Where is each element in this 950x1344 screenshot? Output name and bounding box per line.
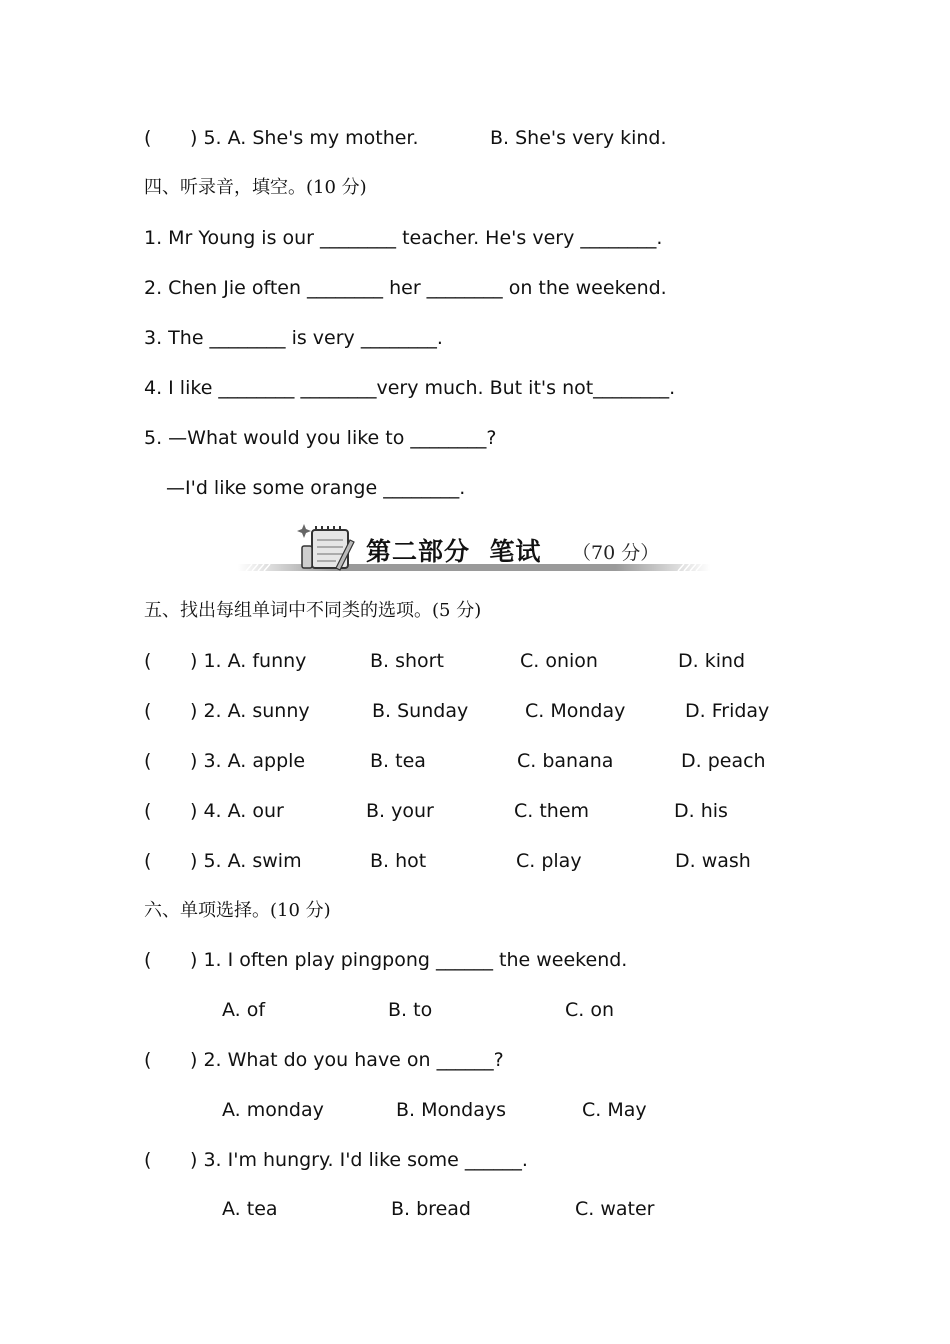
option-a: ) 1. A. funny: [190, 650, 307, 672]
banner-score: （70 分）: [572, 542, 660, 564]
fill-item-2: 2. Chen Jie often ________ her ________ on the weekend.: [144, 277, 667, 299]
paren-open: (: [144, 700, 152, 722]
option-c: C. May: [582, 1099, 647, 1121]
option-b: B. short: [370, 650, 444, 672]
option-a: ) 3. A. apple: [190, 750, 306, 772]
option-a: A. of: [222, 999, 266, 1021]
option-a: ) 4. A. our: [190, 800, 284, 822]
banner-title: 第二部分 笔试: [366, 537, 542, 566]
paren-open: (: [144, 750, 152, 772]
option-d: D. kind: [678, 650, 746, 672]
option-d: D. his: [674, 800, 728, 822]
fill-item-5: 5. —What would you like to ________?: [144, 427, 497, 449]
fill-item-5-answer: —I'd like some orange ________.: [166, 477, 466, 499]
option-c: C. Monday: [525, 700, 626, 722]
option-b: B. Sunday: [372, 700, 469, 722]
option-d: D. Friday: [685, 700, 770, 722]
paren-open: (: [144, 127, 152, 149]
fill-item-4: 4. I like ________ ________very much. But it's not________.: [144, 377, 676, 399]
section-heading-5: 五、找出每组单词中不同类的选项。(5 分): [144, 600, 482, 621]
option-b: B. your: [366, 800, 434, 822]
option-d: D. wash: [675, 850, 751, 872]
paren-open: (: [144, 800, 152, 822]
option-b: B. to: [388, 999, 433, 1021]
option-b: B. tea: [370, 750, 426, 772]
section-heading-6: 六、单项选择。(10 分): [144, 900, 331, 921]
option-c: C. banana: [517, 750, 614, 772]
option-c: C. play: [516, 850, 582, 872]
question-1-stem: ) 1. I often play pingpong ______ the weekend.: [190, 949, 628, 971]
paren-open: (: [144, 949, 152, 971]
option-c: C. them: [514, 800, 590, 822]
paren-open: (: [144, 850, 152, 872]
option-c: C. onion: [520, 650, 598, 672]
paren-open: (: [144, 1049, 152, 1071]
option-d: D. peach: [681, 750, 766, 772]
part-two-banner: [238, 518, 710, 576]
notebook-icon: [296, 518, 358, 572]
paren-open: (: [144, 650, 152, 672]
option-b: B. Mondays: [396, 1099, 507, 1121]
paren-open: (: [144, 1149, 152, 1171]
question-3-stem: ) 3. I'm hungry. I'd like some ______.: [190, 1149, 528, 1171]
fill-item-1: 1. Mr Young is our ________ teacher. He's very ________.: [144, 227, 663, 249]
option-c: C. water: [575, 1198, 655, 1220]
option-b: B. hot: [370, 850, 427, 872]
option-a: A. tea: [222, 1198, 278, 1220]
option-b: B. She's very kind.: [490, 127, 667, 149]
option-c: C. on: [565, 999, 615, 1021]
option-a: ) 5. A. swim: [190, 850, 302, 872]
option-a: ) 2. A. sunny: [190, 700, 310, 722]
section-heading-4: 四、听录音，填空。(10 分): [144, 177, 367, 198]
option-a: A. monday: [222, 1099, 324, 1121]
option-b: B. bread: [391, 1198, 471, 1220]
question-stem: ) 5. A. She's my mother.: [190, 127, 419, 149]
question-2-stem: ) 2. What do you have on ______?: [190, 1049, 504, 1071]
fill-item-3: 3. The ________ is very ________.: [144, 327, 443, 349]
